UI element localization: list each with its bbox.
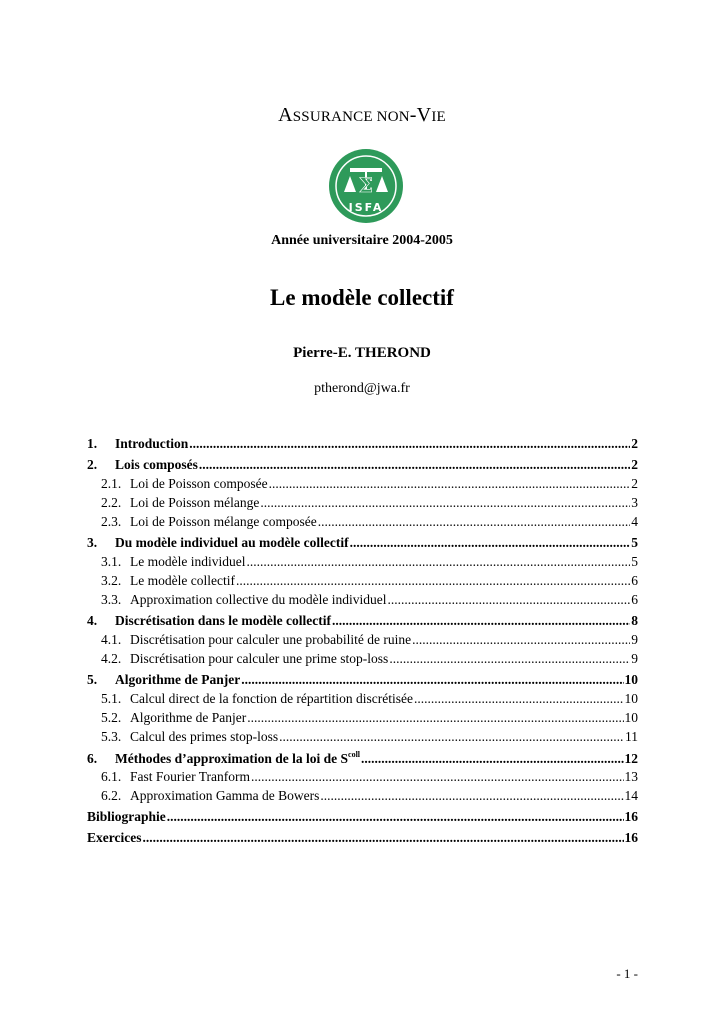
toc-leader-dots [236, 573, 630, 589]
toc-entry-page: 16 [624, 830, 638, 845]
toc-leader-dots [332, 613, 630, 629]
toc-leader-dots [318, 514, 631, 530]
toc-entry[interactable] [87, 710, 638, 729]
toc-entry-number: 3.1. [101, 554, 122, 569]
toc-leader-dots [142, 830, 623, 846]
toc-leader-dots [251, 769, 623, 785]
toc-entry-number: 4.2. [101, 651, 122, 666]
toc-leader-dots [320, 788, 623, 804]
toc-entry-page: 9 [631, 651, 638, 666]
toc-entry-label: Discrétisation pour calculer une probabilité de ruine [130, 632, 412, 647]
toc-entry-page: 12 [624, 751, 638, 766]
toc-entry-label: Lois composés [115, 457, 198, 472]
toc-entry-page: 6 [631, 592, 638, 607]
toc-entry[interactable] [87, 830, 638, 849]
toc-entry-label: Approximation collective du modèle individuel [130, 592, 387, 607]
toc-leader-dots [387, 592, 630, 608]
toc-entry[interactable] [87, 592, 638, 611]
toc-entry-superscript: coll [348, 750, 361, 759]
toc-entry-page: 11 [625, 729, 638, 744]
toc-leader-dots [279, 729, 624, 745]
logo-symbol: Σ [358, 173, 374, 197]
toc-leader-dots [189, 436, 630, 452]
toc-leader-dots [167, 809, 624, 825]
toc-leader-dots [414, 691, 623, 707]
toc-entry-label: Algorithme de Panjer [115, 672, 241, 687]
toc-entry-label: Calcul direct de la fonction de répartition discrétisée [130, 691, 414, 706]
toc-entry-page: 5 [631, 554, 638, 569]
author-email[interactable]: ptherond@jwa.fr [314, 381, 410, 396]
toc-entry-label: Le modèle individuel [130, 554, 246, 569]
toc-entry-number: 5.3. [101, 729, 122, 744]
toc-entry[interactable] [87, 554, 638, 573]
table-of-contents [87, 434, 638, 849]
toc-entry-page: 6 [631, 573, 638, 588]
toc-entry-page: 16 [624, 809, 638, 824]
toc-entry-number: 3.2. [101, 573, 122, 588]
toc-entry[interactable] [87, 436, 638, 455]
toc-entry[interactable] [87, 809, 638, 828]
toc-entry-number: 6.2. [101, 788, 122, 803]
toc-entry-number: 2.2. [101, 495, 122, 510]
author-name: Pierre-E. THEROND [293, 345, 431, 361]
toc-entry-page: 2 [631, 476, 638, 491]
toc-entry-label: Loi de Poisson mélange composée [130, 514, 317, 529]
toc-leader-dots [389, 651, 630, 667]
toc-entry-page: 2 [631, 457, 638, 472]
toc-entry-page: 10 [624, 672, 638, 687]
document-title: Le modèle collectif [270, 285, 454, 310]
logo-text: ISFA [348, 201, 384, 214]
toc-entry-label: Discrétisation dans le modèle collectif [115, 613, 331, 628]
toc-entry[interactable] [87, 514, 638, 533]
toc-entry-number: 6.1. [101, 769, 122, 784]
toc-entry-number: 2.1. [101, 476, 122, 491]
toc-leader-dots [361, 751, 623, 767]
toc-entry-label: Bibliographie [87, 809, 166, 824]
toc-entry-page: 9 [631, 632, 638, 647]
toc-entry[interactable] [87, 651, 638, 670]
toc-entry[interactable] [87, 613, 638, 632]
toc-entry-label: Exercices [87, 830, 142, 845]
toc-entry-number: 6. [87, 751, 98, 766]
toc-entry-page: 8 [631, 613, 638, 628]
toc-entry-label: Approximation Gamma de Bowers [130, 788, 320, 803]
toc-entry-page: 5 [631, 535, 638, 550]
page-heading: ASSURANCE NON-VIE [278, 104, 446, 126]
toc-entry-page: 3 [631, 495, 638, 510]
toc-entry-page: 4 [631, 514, 638, 529]
toc-entry[interactable] [87, 535, 638, 554]
toc-entry-number: 1. [87, 436, 98, 451]
toc-entry[interactable] [87, 691, 638, 710]
toc-entry-number: 5.1. [101, 691, 122, 706]
toc-leader-dots [241, 672, 623, 688]
toc-entry-label: Du modèle individuel au modèle collectif [115, 535, 349, 550]
toc-entry-number: 3. [87, 535, 98, 550]
isfa-logo [328, 148, 404, 224]
page-number: - 1 - [616, 966, 638, 981]
toc-entry[interactable] [87, 769, 638, 788]
toc-entry[interactable] [87, 476, 638, 495]
toc-entry[interactable] [87, 632, 638, 651]
toc-entry-label: Algorithme de Panjer [130, 710, 247, 725]
toc-entry-label: Introduction [115, 436, 189, 451]
toc-entry[interactable] [87, 573, 638, 592]
toc-entry-page: 2 [631, 436, 638, 451]
toc-entry[interactable] [87, 788, 638, 807]
toc-entry[interactable] [87, 672, 638, 691]
toc-entry[interactable] [87, 495, 638, 514]
toc-leader-dots [350, 535, 631, 551]
toc-entry-number: 5. [87, 672, 98, 687]
toc-leader-dots [246, 554, 630, 570]
toc-leader-dots [269, 476, 631, 492]
toc-leader-dots [247, 710, 623, 726]
toc-leader-dots [260, 495, 630, 511]
toc-entry-number: 4.1. [101, 632, 122, 647]
toc-entry-number: 2.3. [101, 514, 122, 529]
toc-entry-number: 2. [87, 457, 98, 472]
toc-entry-page: 13 [624, 769, 638, 784]
toc-entry-number: 5.2. [101, 710, 122, 725]
toc-entry-label: Méthodes d’approximation de la loi de $S^{coll}$ [115, 750, 361, 766]
toc-entry[interactable] [87, 750, 638, 769]
toc-leader-dots [199, 457, 630, 473]
toc-leader-dots [412, 632, 630, 648]
toc-entry-number: 4. [87, 613, 98, 628]
toc-entry-page: 10 [624, 710, 638, 725]
toc-entry-page: 10 [624, 691, 638, 706]
toc-entry-label: Loi de Poisson mélange [130, 495, 260, 510]
toc-entry-label: Calcul des primes stop-loss [130, 729, 279, 744]
toc-entry-label: Fast Fourier Tranform [130, 769, 251, 784]
toc-entry-label: Loi de Poisson composée [130, 476, 268, 491]
toc-entry-number: 3.3. [101, 592, 122, 607]
toc-entry-label: Discrétisation pour calculer une prime stop-loss [130, 651, 389, 666]
toc-entry[interactable] [87, 457, 638, 476]
toc-entry-label: Le modèle collectif [130, 573, 235, 588]
toc-entry-page: 14 [624, 788, 638, 803]
academic-year: Année universitaire 2004-2005 [271, 233, 453, 248]
toc-entry[interactable] [87, 729, 638, 748]
